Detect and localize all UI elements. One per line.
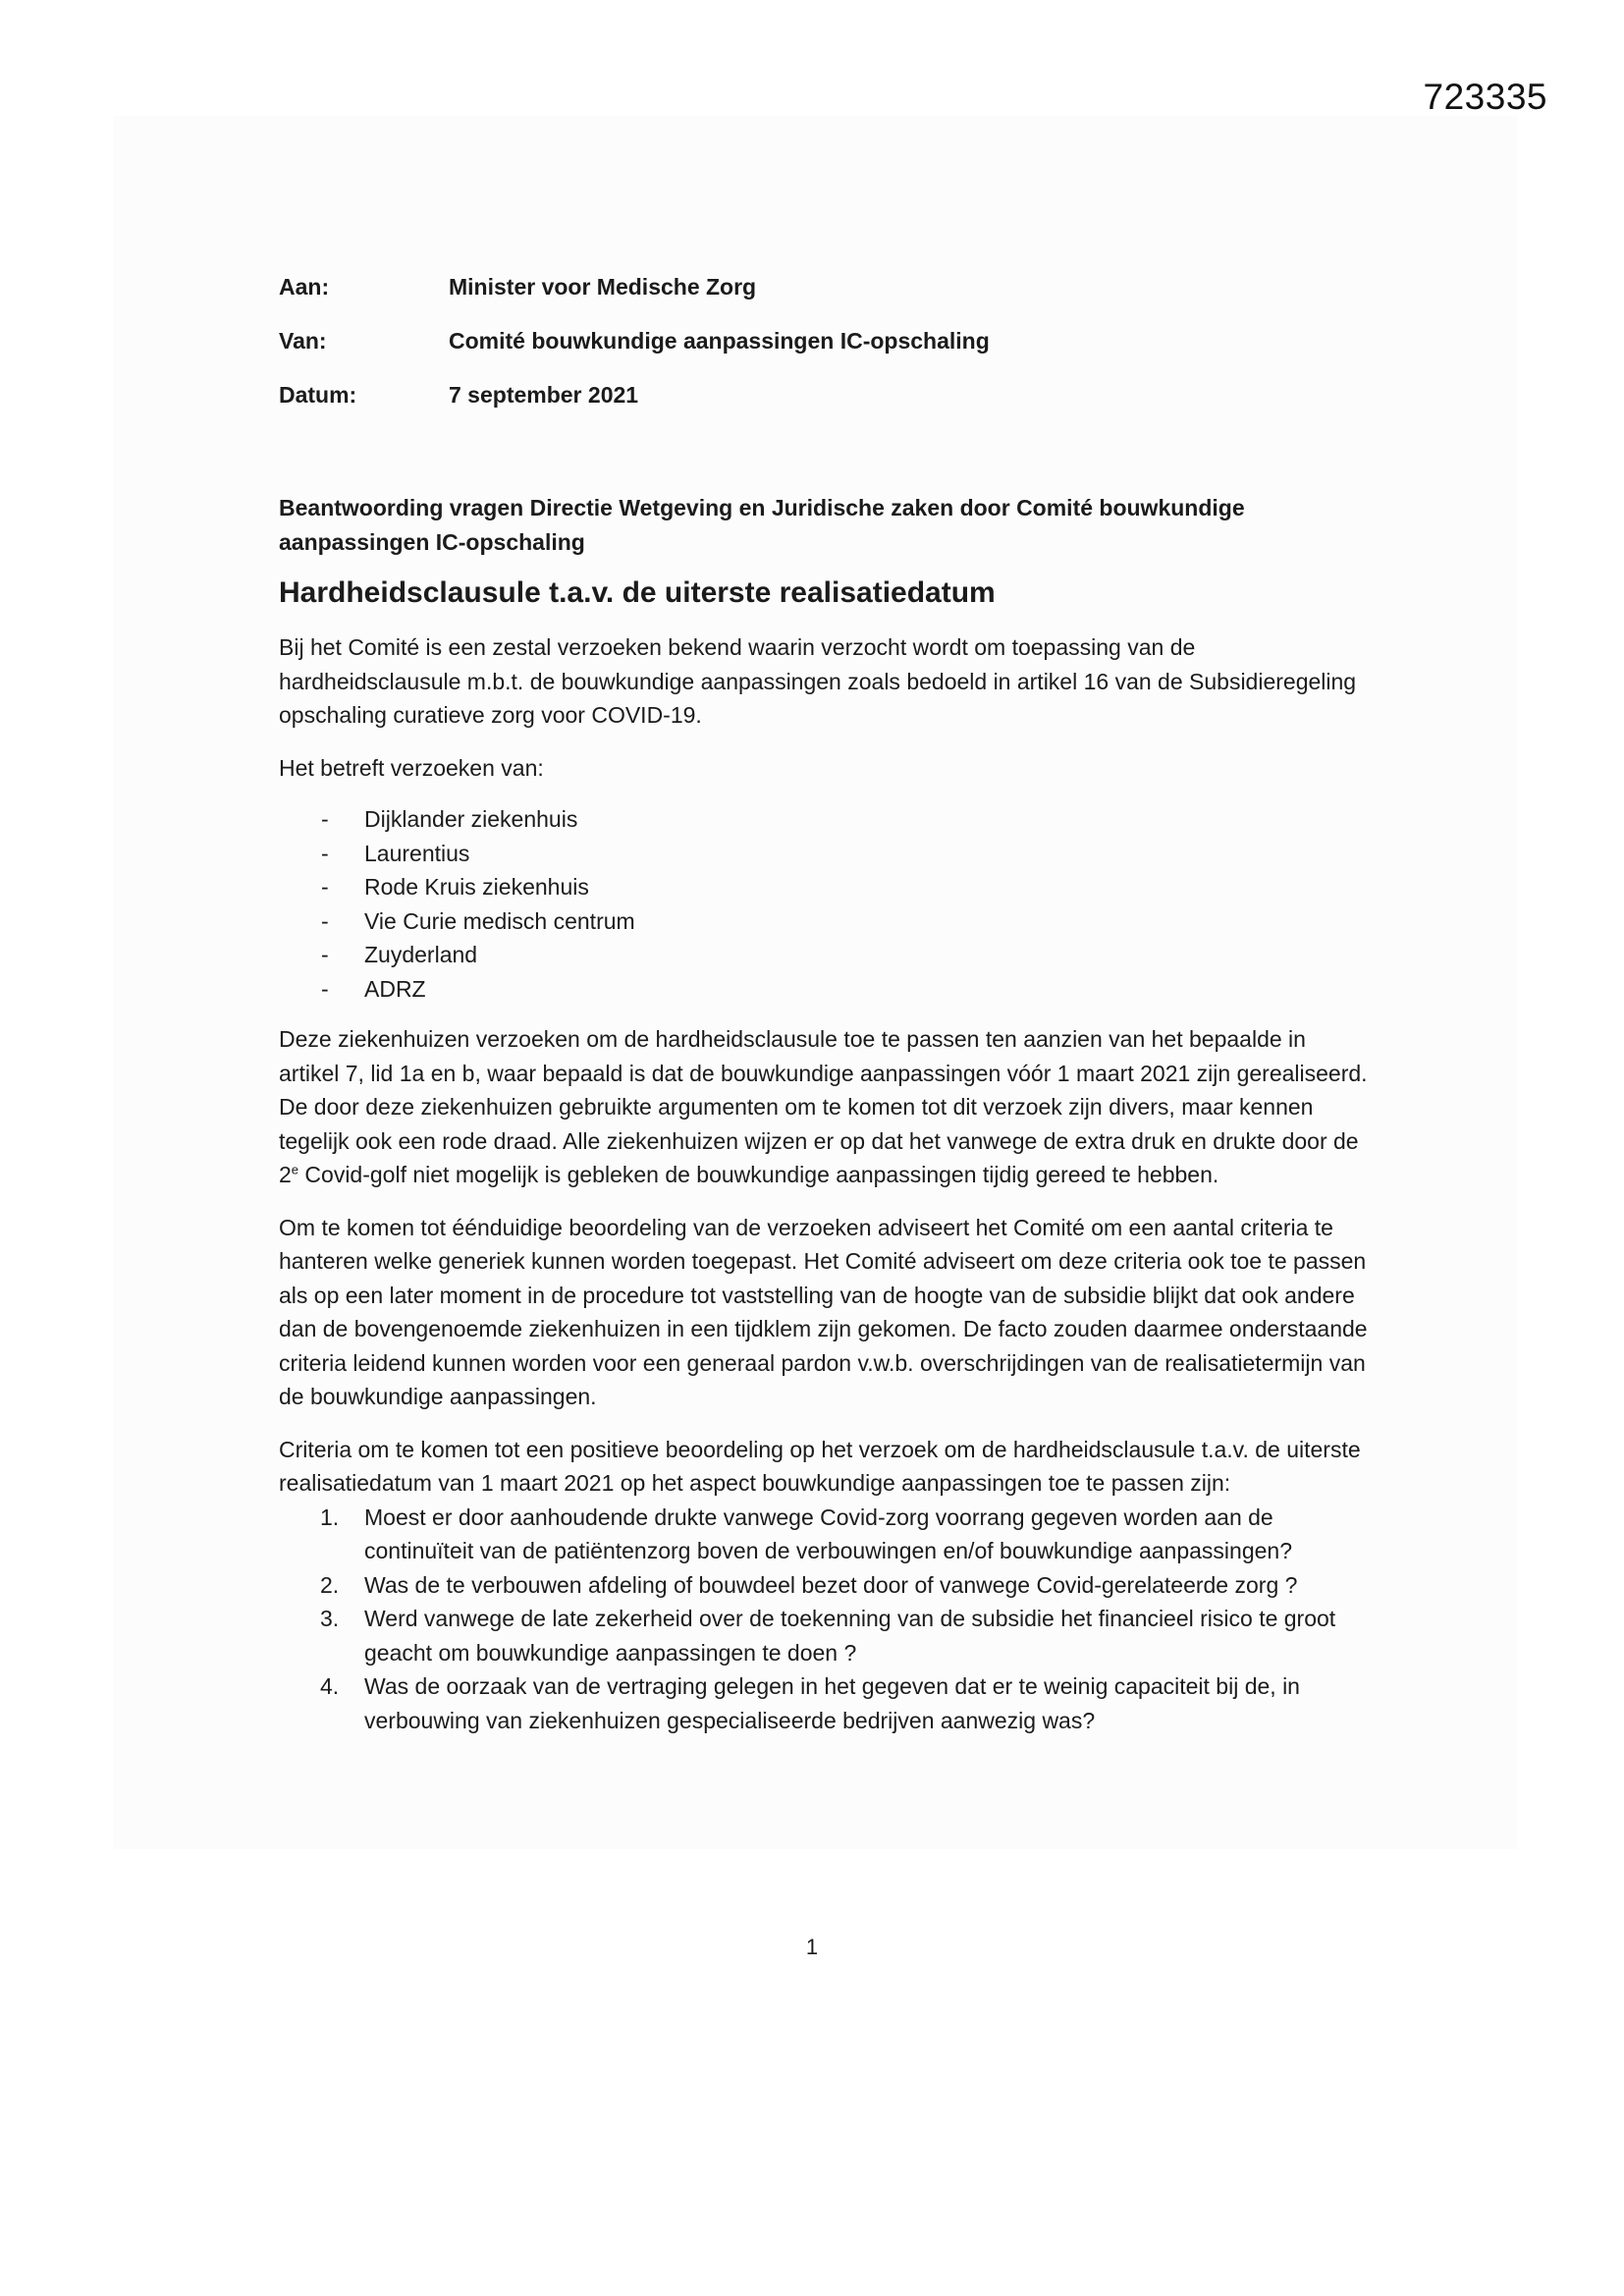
hospital-name: Zuyderland [364, 942, 478, 967]
criterion-number: 3. [320, 1606, 340, 1631]
header-row-to [279, 260, 1369, 314]
document-number: 723335 [1423, 77, 1547, 117]
hospital-name: Rode Kruis ziekenhuis [364, 874, 589, 900]
memo-header [279, 260, 1369, 422]
ordinal-superscript: e [291, 1162, 299, 1177]
list-item [279, 972, 1369, 1007]
page-number: 1 [805, 1935, 819, 1959]
list-marker: - [321, 840, 329, 866]
paragraph-intro: Bij het Comité is een zestal verzoeken bekend waarin verzocht wordt om toepassing van de hardheidsclausule m.b.t. de bouwkundige aanpassingen zoals bedoeld in artikel 16 van de Subsidieregeling opschaling curatieve zorg voor COVID-19. [279, 634, 1357, 728]
list-marker: - [321, 874, 329, 900]
list-marker: - [321, 942, 329, 967]
list-item [279, 1568, 1369, 1603]
header-value: Comité bouwkundige aanpassingen IC-opschaling [449, 328, 990, 354]
paragraph-criteria-intro: Criteria om te komen tot een positieve beoordeling op het verzoek om de hardheidsclausule t.a.v. de uiterste realisatiedatum van 1 maart 2021 op het aspect bouwkundige aanpassingen toe te passen zijn: [279, 1436, 1361, 1496]
criterion-number: 1. [320, 1503, 340, 1530]
criterion-number: 4. [320, 1673, 340, 1699]
argument-text-end: Covid-golf niet mogelijk is gebleken de bouwkundige aanpassingen tijdig gereed te hebben. [298, 1162, 1219, 1187]
criterion-text: Was de te verbouwen afdeling of bouwdeel bezet door of vanwege Covid-gerelateerde zorg ? [364, 1571, 1298, 1598]
header-row-date [279, 368, 1369, 422]
hospital-name: Laurentius [364, 840, 470, 866]
list-item [279, 870, 1369, 904]
criterion-text: Werd vanwege de late zekerheid over de toekenning van de subsidie het financieel risico te groot geacht om bouwkundige aanpassingen te doen ? [364, 1606, 1336, 1666]
criteria-list [279, 1501, 1369, 1738]
criterion-number: 2. [320, 1571, 340, 1598]
hospital-name: ADRZ [364, 975, 426, 1002]
paragraph-committee-advice: Om te komen tot éénduidige beoordeling van de verzoeken adviseert het Comité om een aantal criteria te hanteren welke generiek kunnen worden toegepast. Het Comité adviseert om deze criteria ook toe te passen als op een later moment in de procedure tot vaststelling van de hoogte van de subsidie blijkt dat ook andere dan de bovengenoemde ziekenhuizen in een tijdklem zijn gekomen. De facto zouden daarmee onderstaande criteria leidend kunnen worden voor een generaal pardon v.w.b. overschrijdingen van de realisatietermijn van de bouwkundige aanpassingen. [279, 1214, 1368, 1409]
list-item [279, 1602, 1369, 1669]
list-marker: - [321, 907, 329, 934]
section-title: Hardheidsclausule t.a.v. de uiterste realisatiedatum [279, 576, 996, 609]
list-item [279, 837, 1369, 871]
paragraph-hospitals-argument [279, 1022, 1369, 1192]
paragraph-requests-intro: Het betreft verzoeken van: [279, 754, 544, 781]
list-item [279, 1501, 1369, 1568]
criterion-text: Moest er door aanhoudende drukte vanwege Covid-zorg voorrang gegeven worden aan de continuïteit van de patiëntenzorg boven de verbouwingen en/of bouwkundige aanpassingen? [364, 1503, 1292, 1563]
list-item [279, 904, 1369, 939]
hospital-list [279, 802, 1369, 1006]
header-value: Minister voor Medische Zorg [449, 274, 757, 300]
hospital-name: Dijklander ziekenhuis [364, 806, 578, 832]
list-item [279, 1669, 1369, 1737]
memo-subject: Beantwoording vragen Directie Wetgeving en Juridische zaken door Comité bouwkundige aanpassingen IC-opschaling [279, 495, 1245, 555]
list-item [279, 938, 1369, 972]
list-item [279, 802, 1369, 837]
memo-body [279, 260, 1369, 1737]
hospital-name: Vie Curie medisch centrum [364, 907, 635, 934]
argument-text-start: Deze ziekenhuizen verzoeken om de hardheidsclausule toe te passen ten aanzien van het bepaalde in artikel 7, lid 1a en b, waar bepaald is dat de bouwkundige aanpassingen vóór 1 maart 2021 zijn gerealiseerd. De door deze ziekenhuizen gebruikte argumenten om te komen tot dit verzoek zijn divers, maar kennen tegelijk ook een rode draad. Alle ziekenhuizen wijzen er op dat het vanwege de extra druk en drukte door de 2 [279, 1026, 1368, 1187]
list-marker: - [321, 975, 329, 1002]
header-label: Datum: [279, 382, 357, 408]
header-label: Van: [279, 328, 327, 354]
header-row-from [279, 314, 1369, 368]
list-marker: - [321, 806, 329, 832]
header-label: Aan: [279, 274, 330, 300]
criterion-text: Was de oorzaak van de vertraging gelegen in het gegeven dat er te weinig capaciteit bij de, in verbouwing van ziekenhuizen gespecialiseerde bedrijven aanwezig was? [364, 1673, 1300, 1733]
header-value: 7 september 2021 [449, 382, 639, 408]
